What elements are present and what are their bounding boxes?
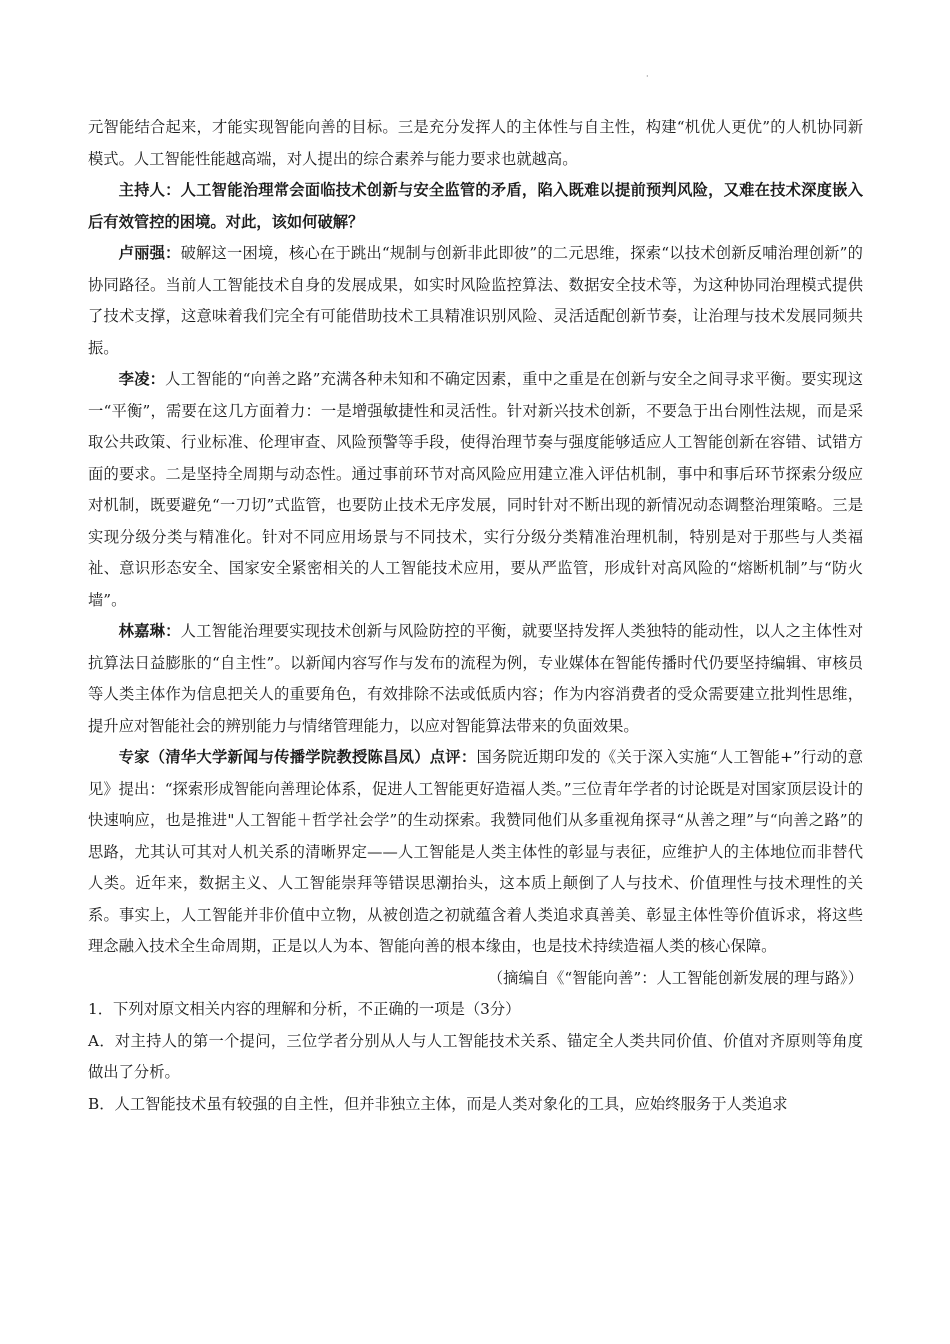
speaker-host: 主持人： [118,181,181,199]
speaker-lin-jialin: 林嘉琳： [118,622,181,640]
lin-jialin-text: 人工智能治理要实现技术创新与风险防控的平衡，就要坚持发挥人类独特的能动性，以人之主体性对抗算法日益膨胀的“自主性”。以新闻内容写作与发布的流程为例，专业媒体在智能传播时代仍要坚持编辑、审核员等人类主体作为信息把关人的重要角色，有效排除不法或低质内容；作为内容消费者的受众需要建立批判性思维，提升应对智能社会的辨别能力与情绪管理能力，以应对智能算法带来的负面效果。 [88,622,863,735]
paragraph-lu-liqiang [88,238,863,364]
paragraph-host-question [88,175,863,238]
paragraph-li-ling [88,364,863,616]
document-body [88,112,863,1120]
question-stem: 1．下列对原文相关内容的理解和分析，不正确的一项是（3分） [88,1000,521,1018]
speaker-expert: 专家（清华大学新闻与传播学院教授陈昌凤）点评： [118,748,477,766]
paragraph-continuation: 元智能结合起来，才能实现智能向善的目标。三是充分发挥人的主体性与自主性，构建“机优人更优”的人机协同新模式。人工智能性能越高端，对人提出的综合素养与能力要求也就越高。 [88,118,863,168]
question-option-b: B．人工智能技术虽有较强的自主性，但并非独立主体，而是人类对象化的工具，应始终服务于人类追求 [88,1094,788,1113]
li-ling-text: 人工智能的“向善之路”充满各种未知和不确定因素，重中之重是在创新与安全之间寻求平衡。要实现这一“平衡”，需要在这几方面着力：一是增强敏捷性和灵活性。针对新兴技术创新，不要急于出台刚性法规，而是采取公共政策、行业标准、伦理审查、风险预警等手段，使得治理节奏与强度能够适应人工智能创新在容错、试错方面的要求。二是坚持全周期与动态性。通过事前环节对高风险应用建立准入评估机制，事中和事后环节探索分级应对机制，既要避免“一刀切”式监管，也要防止技术无序发展，同时针对不断出现的新情况动态调整治理策略。三是实现分级分类与精准化。针对不同应用场景与不同技术，实行分级分类精准治理机制，特别是对于那些与人类福祉、意识形态安全、国家安全紧密相关的人工智能技术应用，要从严监管，形成针对高风险的“熔断机制”与“防火墙”。 [88,370,863,609]
source-citation: （摘编自《“智能向善”：人工智能创新发展的理与路》） [487,968,863,987]
page-mark: · [646,72,649,81]
question-option-a: A．对主持人的第一个提问，三位学者分别从人与人工智能技术关系、锚定全人类共同价值、价值对齐原则等角度做出了分析。 [88,1031,863,1081]
paragraph-expert-comment [88,742,863,963]
lu-liqiang-text: 破解这一困境，核心在于跳出“规制与创新非此即彼”的二元思维，探索“以技术创新反哺治理创新”的协同路径。当前人工智能技术自身的发展成果，如实时风险监控算法、数据安全技术等，为这种协同治理模式提供了技术支撑，这意味着我们完全有可能借助技术工具精准识别风险、灵活适配创新节奏，让治理与技术发展同频共振。 [88,244,863,357]
speaker-lu-liqiang: 卢丽强： [118,244,181,262]
host-question-text: 人工智能治理常会面临技术创新与安全监管的矛盾，陷入既难以提前预判风险，又难在技术深度嵌入后有效管控的困境。对此，该如何破解？ [88,181,863,231]
expert-comment-text: 国务院近期印发的《关于深入实施“人工智能+”行动的意见》提出：“探索形成智能向善理论体系，促进人工智能更好造福人类。”三位青年学者的讨论既是对国家顶层设计的快速响应，也是推进"人工智能＋哲学社会学”的生动探索。我赞同他们从多重视角探寻“从善之理”与“向善之路”的思路，尤其认可其对人机关系的清晰界定——人工智能是人类主体性的彰显与表征，应维护人的主体地位而非替代人类。近年来，数据主义、人工智能崇拜等错误思潮抬头，这本质上颠倒了人与技术、价值理性与技术理性的关系。事实上，人工智能并非价值中立物，从被创造之初就蕴含着人类追求真善美、彰显主体性等价值诉求，将这些理念融入技术全生命周期，正是以人为本、智能向善的根本缘由，也是技术持续造福人类的核心保障。 [88,748,863,955]
paragraph-lin-jialin [88,616,863,742]
speaker-li-ling: 李凌： [118,370,166,388]
